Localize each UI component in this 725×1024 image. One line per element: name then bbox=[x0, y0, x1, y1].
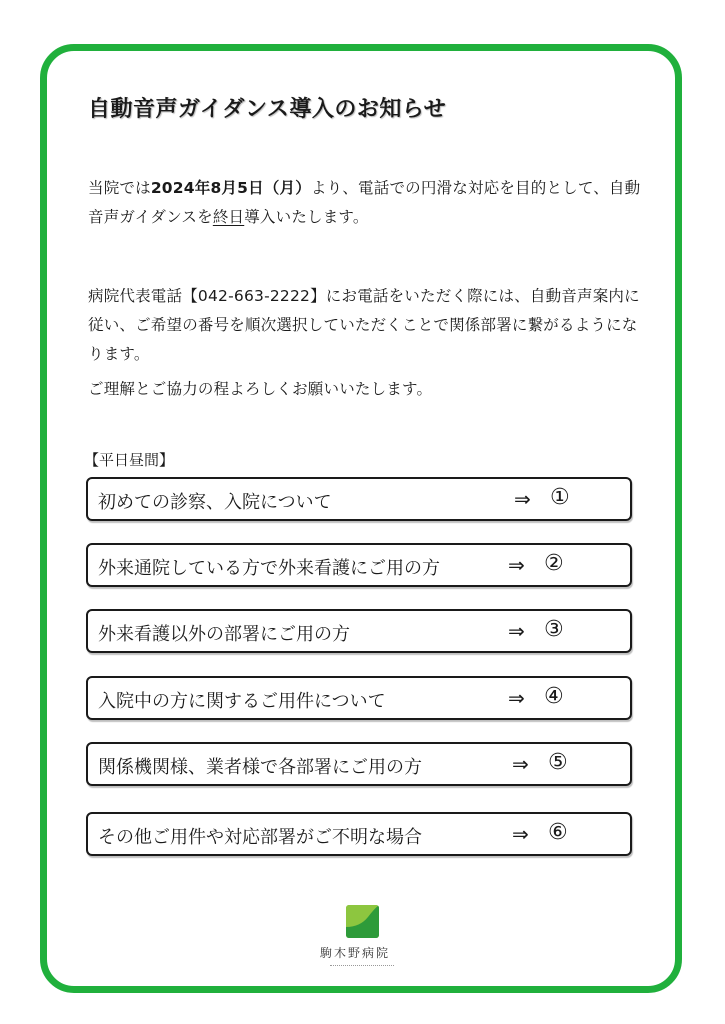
option-label: その他ご用件や対応部署がご不明な場合 bbox=[98, 827, 422, 848]
arrow-icon: ⇒ bbox=[514, 487, 531, 511]
option-number: ⑥ bbox=[548, 820, 568, 845]
option-number: ① bbox=[550, 485, 570, 510]
option-number: ④ bbox=[544, 684, 564, 709]
phone-paragraph: 病院代表電話【042-663-2222】にお電話をいただく際には、自動音声案内に従い、ご希望の番号を順次選択していただくことで関係部署に繋がるようになります。 bbox=[88, 287, 640, 363]
hospital-name-underline bbox=[330, 965, 394, 968]
option-label: 外来通院している方で外来看護にご用の方 bbox=[98, 558, 440, 579]
option-row-2 bbox=[86, 543, 632, 587]
option-number: ③ bbox=[544, 617, 564, 642]
option-number: ② bbox=[544, 551, 564, 576]
option-label: 入院中の方に関するご用件について bbox=[98, 691, 386, 712]
option-row-4 bbox=[86, 676, 632, 720]
option-number: ⑤ bbox=[548, 750, 568, 775]
option-label: 外来看護以外の部署にご用の方 bbox=[98, 624, 350, 645]
intro-emphasis: 終日 bbox=[212, 208, 245, 226]
intro-prefix: 当院では bbox=[88, 179, 151, 197]
option-row-5 bbox=[86, 742, 632, 786]
arrow-icon: ⇒ bbox=[512, 752, 529, 776]
option-label: 初めての診察、入院について bbox=[98, 492, 332, 513]
intro-middle: より、電話での円滑な対応を目的として、自動音声ガイダンスを bbox=[88, 179, 641, 226]
arrow-icon: ⇒ bbox=[508, 619, 525, 643]
intro-paragraph bbox=[88, 174, 648, 232]
section-label: 【平日昼間】 bbox=[84, 451, 175, 469]
closing-paragraph: ご理解とご協力の程よろしくお願いいたします。 bbox=[88, 380, 433, 398]
hospital-name: 駒木野病院 bbox=[320, 946, 391, 960]
hospital-logo-icon bbox=[346, 905, 379, 938]
intro-date: 2024年8月5日（月） bbox=[150, 179, 311, 197]
arrow-icon: ⇒ bbox=[508, 553, 525, 577]
option-row-1 bbox=[86, 477, 632, 521]
arrow-icon: ⇒ bbox=[508, 686, 525, 710]
notice-title: 自動音声ガイダンス導入のお知らせ bbox=[88, 97, 447, 122]
option-row-3 bbox=[86, 609, 632, 653]
arrow-icon: ⇒ bbox=[512, 822, 529, 846]
intro-suffix: 導入いたします。 bbox=[244, 208, 369, 226]
option-row-6 bbox=[86, 812, 632, 856]
option-label: 関係機関様、業者様で各部署にご用の方 bbox=[98, 757, 422, 778]
